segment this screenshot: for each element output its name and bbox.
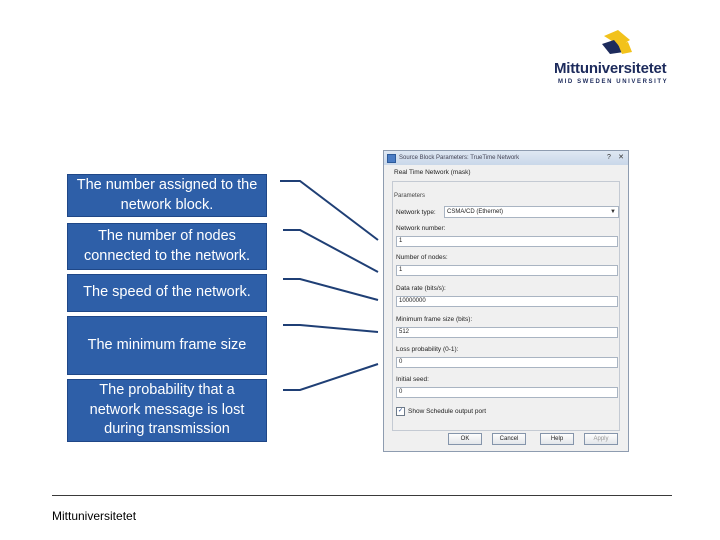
apply-button[interactable]: Apply	[584, 433, 618, 445]
simulink-block-icon	[387, 154, 396, 163]
network-type-label: Network type:	[396, 209, 436, 216]
show-schedule-checkbox[interactable]: ✓	[397, 408, 404, 414]
block-parameters-dialog	[383, 150, 629, 452]
initial-seed-label: Initial seed:	[396, 376, 429, 383]
network-type-select[interactable]	[444, 206, 619, 218]
help-button[interactable]: Help	[540, 433, 574, 445]
callout-min-frame-size: The minimum frame size	[67, 316, 267, 375]
callout-data-rate: The speed of the network.	[67, 274, 267, 312]
data-rate-input[interactable]: 10000000	[396, 296, 618, 307]
network-type-value: CSMA/CD (Ethernet)	[447, 209, 504, 215]
connector-5	[283, 364, 378, 390]
close-icon[interactable]: ✕	[618, 154, 624, 161]
show-schedule-row[interactable]	[396, 407, 486, 416]
data-rate-label: Data rate (bits/s):	[396, 285, 446, 292]
network-number-input[interactable]: 1	[396, 236, 618, 247]
callout-loss-probability: The probability that a network message is lost during transmission	[67, 379, 267, 442]
footer-divider	[52, 495, 672, 496]
ok-button[interactable]: OK	[448, 433, 482, 445]
dialog-title: Source Block Parameters: TrueTime Network	[399, 155, 520, 161]
connector-2	[283, 230, 378, 272]
show-schedule-label: Show Schedule output port	[408, 408, 487, 415]
connector-3	[283, 279, 378, 300]
logo-mark-icon	[600, 26, 634, 60]
callout-network-number: The number assigned to the network block.	[67, 174, 267, 217]
cancel-button[interactable]: Cancel	[492, 433, 526, 445]
university-logo	[548, 26, 688, 90]
footer-text: Mittuniversitetet	[52, 509, 137, 523]
initial-seed-input[interactable]: 0	[396, 387, 618, 398]
dropdown-arrow-icon: ▼	[610, 209, 616, 215]
connector-1	[280, 181, 378, 240]
logo-name: Mittuniversitetet	[554, 60, 667, 77]
loss-probability-label: Loss probability (0-1):	[396, 346, 459, 353]
callout-number-of-nodes: The number of nodes connected to the network.	[67, 223, 267, 270]
network-number-label: Network number:	[396, 225, 446, 232]
logo-subtitle: MID SWEDEN UNIVERSITY	[558, 79, 669, 85]
min-frame-size-input[interactable]: 512	[396, 327, 618, 338]
help-icon[interactable]: ?	[607, 154, 611, 161]
parameters-group-label: Parameters	[394, 193, 426, 199]
mask-title: Real Time Network (mask)	[394, 169, 471, 176]
connector-4	[283, 325, 378, 332]
loss-probability-input[interactable]: 0	[396, 357, 618, 368]
number-of-nodes-input[interactable]: 1	[396, 265, 618, 276]
number-of-nodes-label: Number of nodes:	[396, 254, 448, 261]
dialog-titlebar[interactable]	[384, 151, 628, 165]
min-frame-size-label: Minimum frame size (bits):	[396, 316, 473, 323]
